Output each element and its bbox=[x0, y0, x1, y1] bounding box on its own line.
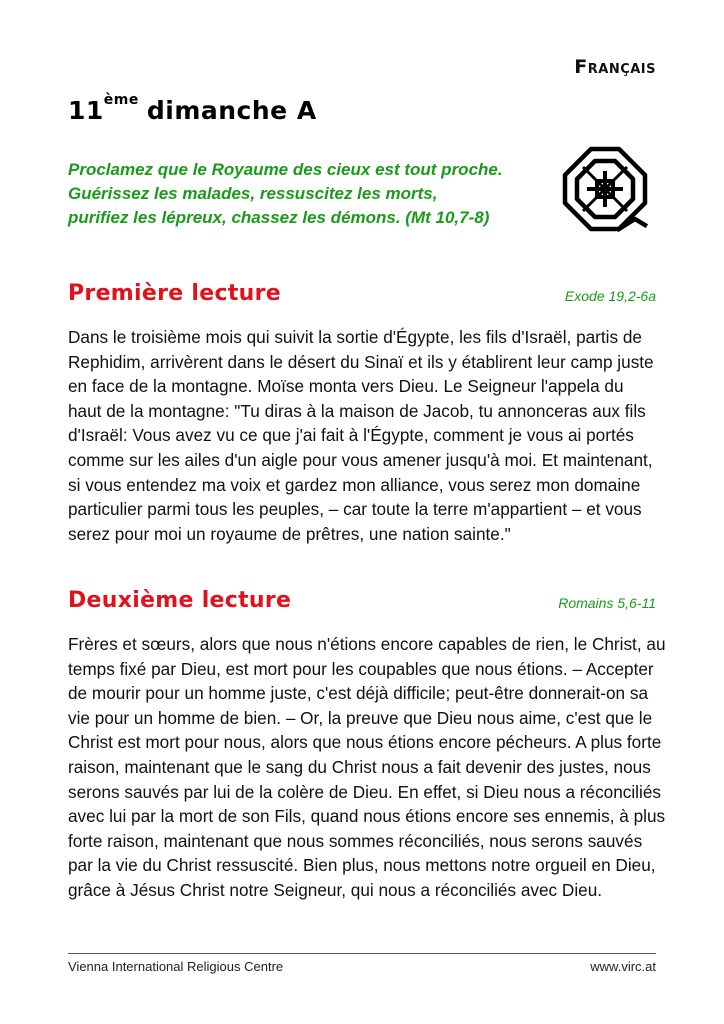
text-line: raison, maintenant que le sang du Christ nous a fait devenir des justes, nous bbox=[68, 756, 651, 777]
text-line: par la vie du Christ ressuscité. Bien plus, nous mettons notre orgueil en Dieu, bbox=[68, 855, 656, 876]
text-line: de mourir pour un homme juste, c'est déjà difficile; peut-être donnerait-on sa bbox=[68, 683, 649, 704]
second-reading-heading: Deuxième lecture bbox=[68, 588, 292, 613]
first-reading-text bbox=[68, 325, 668, 546]
title-superscript: ème bbox=[103, 92, 139, 108]
text-line: Christ est mort pour nous, alors que nous étions encore pécheurs. A plus forte bbox=[68, 732, 662, 753]
text-line: forte raison, maintenant que nous sommes réconciliés, nous serons sauvés bbox=[68, 830, 643, 851]
text-line: si vous entendez ma voix et gardez mon alliance, vous serez mon domaine bbox=[68, 474, 641, 495]
first-reading-heading: Première lecture bbox=[68, 281, 281, 306]
text-line: serons sauvés par lui de la colère de Dieu. En effet, si Dieu nous a réconciliés bbox=[68, 781, 661, 802]
text-line: d'Israël: Vous avez vu ce que j'ai fait à l'Égypte, comment je vous ai portés bbox=[68, 425, 634, 446]
text-line: serez pour moi un royaume de prêtres, une nation sainte." bbox=[68, 523, 511, 544]
page-title bbox=[68, 92, 317, 125]
quote-line: purifiez les lépreux, chassez les démons. (Mt 10,7-8) bbox=[68, 208, 490, 227]
title-rest: dimanche A bbox=[146, 96, 317, 125]
footer-website-link[interactable]: www.virc.at bbox=[590, 959, 656, 974]
first-reading-reference: Exode 19,2-6a bbox=[564, 288, 656, 304]
text-line: vie pour un homme de bien. – Or, la preuve que Dieu nous aime, c'est que le bbox=[68, 707, 653, 728]
quote-line: Proclamez que le Royaume des cieux est tout proche. bbox=[68, 160, 503, 179]
quote-line: Guérissez les malades, ressuscitez les morts, bbox=[68, 184, 438, 203]
text-line: avec lui par la mort de son Fils, quand nous étions encore ses ennemis, à plus bbox=[68, 806, 666, 827]
text-line: temps fixé par Dieu, est mort pour les coupables que nous étions. – Accepter bbox=[68, 658, 654, 679]
virc-emblem-icon bbox=[561, 145, 649, 233]
second-reading-header bbox=[68, 581, 656, 615]
text-line: comme sur les ailes d'un aigle pour vous amener jusqu'à moi. Et maintenant, bbox=[68, 449, 653, 470]
text-line: haut de la montagne: "Tu diras à la maison de Jacob, tu annonceras aux fils bbox=[68, 400, 646, 421]
title-number: 11 bbox=[68, 96, 104, 125]
gospel-quote bbox=[68, 158, 548, 230]
text-line: Rephidim, arrivèrent dans le désert du Sinaï et ils y établirent leur camp juste bbox=[68, 351, 654, 372]
first-reading-header bbox=[68, 274, 656, 308]
text-line: en face de la montagne. Moïse monta vers Dieu. Le Seigneur l'appela du bbox=[68, 376, 624, 397]
text-line: particulier parmi tous les peuples, – car toute la terre m'appartient – et vous bbox=[68, 499, 642, 520]
text-line: Frères et sœurs, alors que nous n'étions encore capables de rien, le Christ, au bbox=[68, 634, 666, 654]
text-line: Dans le troisième mois qui suivit la sortie d'Égypte, les fils d'Israël, partis de bbox=[68, 327, 642, 347]
footer-organization: Vienna International Religious Centre bbox=[68, 959, 284, 974]
text-line: grâce à Jésus Christ notre Seigneur, qui nous a réconciliés avec Dieu. bbox=[68, 879, 603, 900]
second-reading-reference: Romains 5,6-11 bbox=[558, 595, 656, 611]
footer-divider bbox=[68, 953, 656, 954]
second-reading-text bbox=[68, 632, 668, 903]
language-label: Français bbox=[574, 56, 656, 78]
